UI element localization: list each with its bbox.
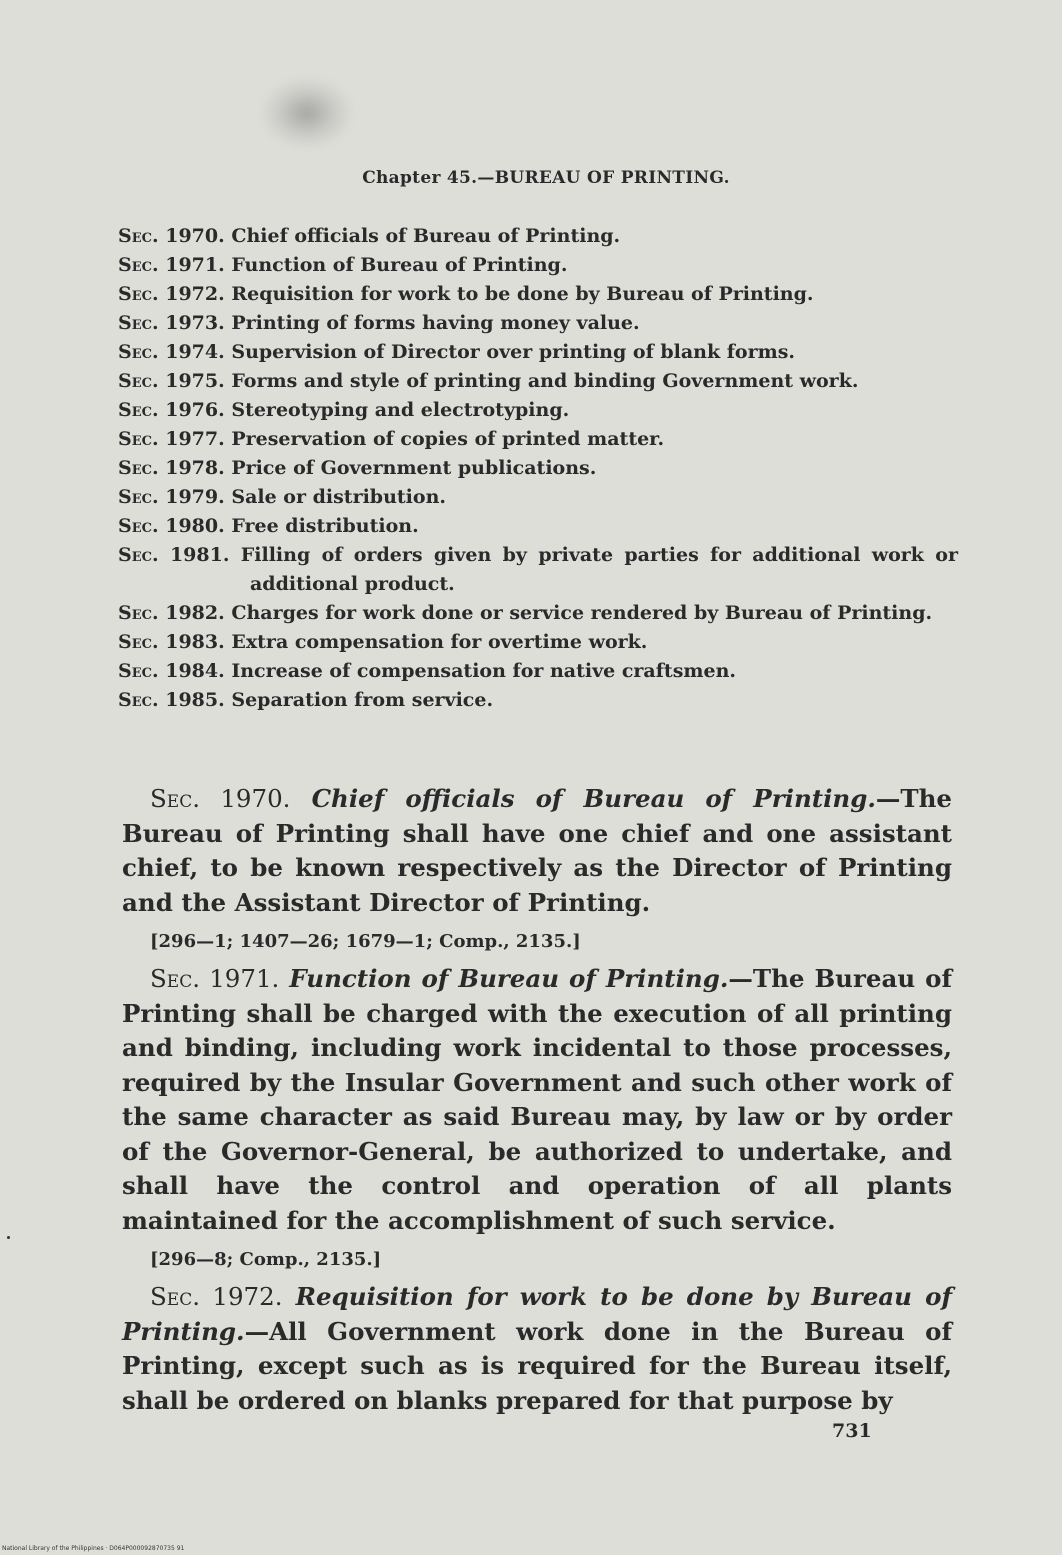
section-label: Sec. 1970. [150, 784, 291, 813]
section-citation: [296—1; 1407—26; 1679—1; Comp., 2135.] [150, 931, 581, 952]
ink-smudge [262, 78, 352, 148]
section-heading: Chief officials of Bureau of Printing. [311, 784, 876, 813]
section-text: —The Bureau of Printing shall have one chief and one assistant chief, to be known respectively as the Director of Printing and the Assistant Director of Printing. [122, 784, 952, 917]
toc-entry: Sec. 1972. Requisition for work to be done by Bureau of Printing. [118, 283, 814, 305]
toc-entry: Sec. 1984. Increase of compensation for native craftsmen. [118, 660, 737, 682]
toc-entry: Sec. 1975. Forms and style of printing and binding Government work. [118, 370, 859, 392]
toc-entry: Sec. 1976. Stereotyping and electrotyping. [118, 399, 570, 421]
toc-entry: Sec. 1982. Charges for work done or service rendered by Bureau of Printing. [118, 602, 933, 624]
page-number: 731 [832, 1420, 872, 1442]
section-text: —All Government work done in the Bureau of Printing, except such as is required for the Bureau itself, shall be ordered on blanks prepared for that purpose by [122, 1316, 952, 1415]
speck [7, 1236, 10, 1239]
section-paragraph [122, 1280, 952, 1418]
toc-entry: Sec. 1983. Extra compensation for overtime work. [118, 631, 648, 653]
section-text: —The Bureau of Printing shall be charged with the execution of all printing and binding, including work incidental to those processes, required by the Insular Government and such other work of the same character as said Bureau may, by law or by order of the Governor-General, be authorized to undertake, and shall have the control and operation of all plants maintained for the accomplishment of such service. [122, 964, 953, 1235]
section-heading: Function of Bureau of Printing. [289, 964, 729, 993]
section-heading: Requisition for work to be done by Bureau of Printing. [122, 1282, 952, 1346]
toc-entry: Sec. 1970. Chief officials of Bureau of Printing. [118, 225, 621, 247]
archive-caption: National Library of the Philippines · D064P000092870735 91 [2, 1545, 185, 1552]
toc-entry: Sec. 1979. Sale or distribution. [118, 486, 446, 508]
section-label: Sec. 1971. [150, 964, 280, 993]
toc-entry: Sec. 1978. Price of Government publications. [118, 457, 597, 479]
toc-entry: Sec. 1973. Printing of forms having money value. [118, 312, 640, 334]
toc-entry: Sec. 1974. Supervision of Director over printing of blank forms. [118, 341, 796, 363]
toc-entry: Sec. 1980. Free distribution. [118, 515, 419, 537]
section-paragraph [122, 962, 952, 1238]
toc-entry: Sec. 1971. Function of Bureau of Printing. [118, 254, 568, 276]
section-paragraph [122, 782, 952, 920]
body-text [122, 782, 952, 1418]
toc-entry: Sec. 1981. Filling of orders given by private parties for additional work or additional product. [118, 544, 958, 595]
chapter-heading: Chapter 45.—BUREAU OF PRINTING. [362, 168, 730, 188]
toc-entry: Sec. 1977. Preservation of copies of printed matter. [118, 428, 665, 450]
section-citation: [296—8; Comp., 2135.] [150, 1249, 382, 1270]
toc-entry: Sec. 1985. Separation from service. [118, 689, 494, 711]
section-index [118, 222, 958, 715]
section-label: Sec. 1972. [150, 1282, 283, 1311]
